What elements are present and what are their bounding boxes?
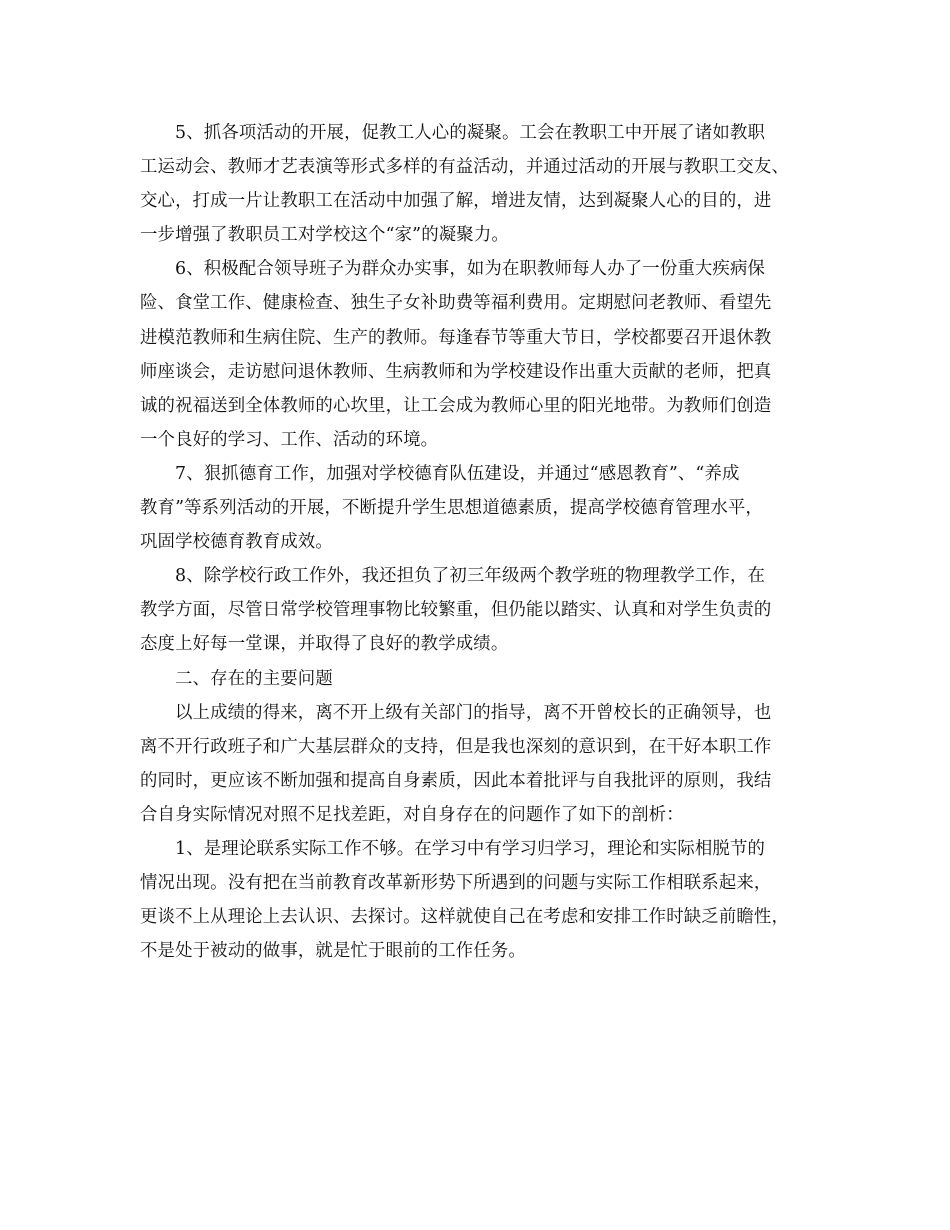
paragraph-line: 不是处于被动的做事，就是忙于眼前的工作任务。 [140,941,526,962]
paragraph-line: 交心，打成一片让教职工在活动中加强了解，增进友情，达到凝聚人心的目的，进 [140,191,772,212]
paragraph-line: 离不开行政班子和广大基层群众的支持，但是我也深刻的意识到，在干好本职工作 [140,736,772,757]
paragraph-line: 险、食堂工作、健康检查、独生子女补助费等福利费用。定期慰问老教师、看望先 [140,293,772,314]
paragraph-first-line: 1、是理论联系实际工作不够。在学习中有学习归学习，理论和实际相脱节的 [175,838,766,859]
paragraph-line: 教学方面，尽管日常学校管理事物比较繁重，但仍能以踏实、认真和对学生负责的 [140,600,772,621]
paragraph-line: 巩固学校德育教育成效。 [140,532,333,553]
paragraph-first-line: 7、狠抓德育工作，加强对学校德育队伍建设，并通过“感恩教育”、“养成 [175,463,740,484]
paragraph-line: 诚的祝福送到全体教师的心坎里，让工会成为教师心里的阳光地带。为教师们创造 [140,395,772,416]
document-body [140,116,820,968]
paragraph-line: 一个良好的学习、工作、活动的环境。 [140,429,439,450]
paragraph-first-line: 以上成绩的得来，离不开上级有关部门的指导，离不开曾校长的正确领导，也 [175,702,772,723]
paragraph-first-line: 6、积极配合领导班子为群众办实事，如为在职教师每人办了一份重大疾病保 [175,259,766,280]
paragraph-line: 进模范教师和生病住院、生产的教师。每逢春节等重大节日，学校都要召开退休教 [140,327,772,348]
paragraph-line: 的同时，更应该不断加强和提高自身素质，因此本着批评与自我批评的原则，我结 [140,770,772,791]
paragraph-line: 师座谈会，走访慰问退休教师、生病教师和为学校建设作出重大贡献的老师，把真 [140,361,772,382]
paragraph-first-line: 二、存在的主要问题 [175,668,333,689]
paragraph-line: 工运动会、教师才艺表演等形式多样的有益活动，并通过活动的开展与教职工交友、 [140,157,790,178]
paragraph-first-line: 5、抓各项活动的开展，促教工人心的凝聚。工会在教职工中开展了诸如教职 [175,123,766,143]
paragraph-line: 合自身实际情况对照不足找差距，对自身存在的问题作了如下的剖析： [140,804,684,825]
paragraph-first-line: 8、除学校行政工作外，我还担负了初三年级两个教学班的物理教学工作，在 [175,566,766,587]
paragraph-line: 更谈不上从理论上去认识、去探讨。这样就使自己在考虑和安排工作时缺乏前瞻性， [140,907,790,928]
paragraph-line: 态度上好每一堂课，并取得了良好的教学成绩。 [140,634,509,655]
paragraph-line: 一步增强了教职员工对学校这个“家”的凝聚力。 [140,225,509,246]
paragraph-line: 教育”等系列活动的开展，不断提升学生思想道德素质，提高学校德育管理水平， [140,498,763,519]
paragraph-line: 情况出现。没有把在当前教育改革新形势下所遇到的问题与实际工作相联系起来， [140,873,772,894]
